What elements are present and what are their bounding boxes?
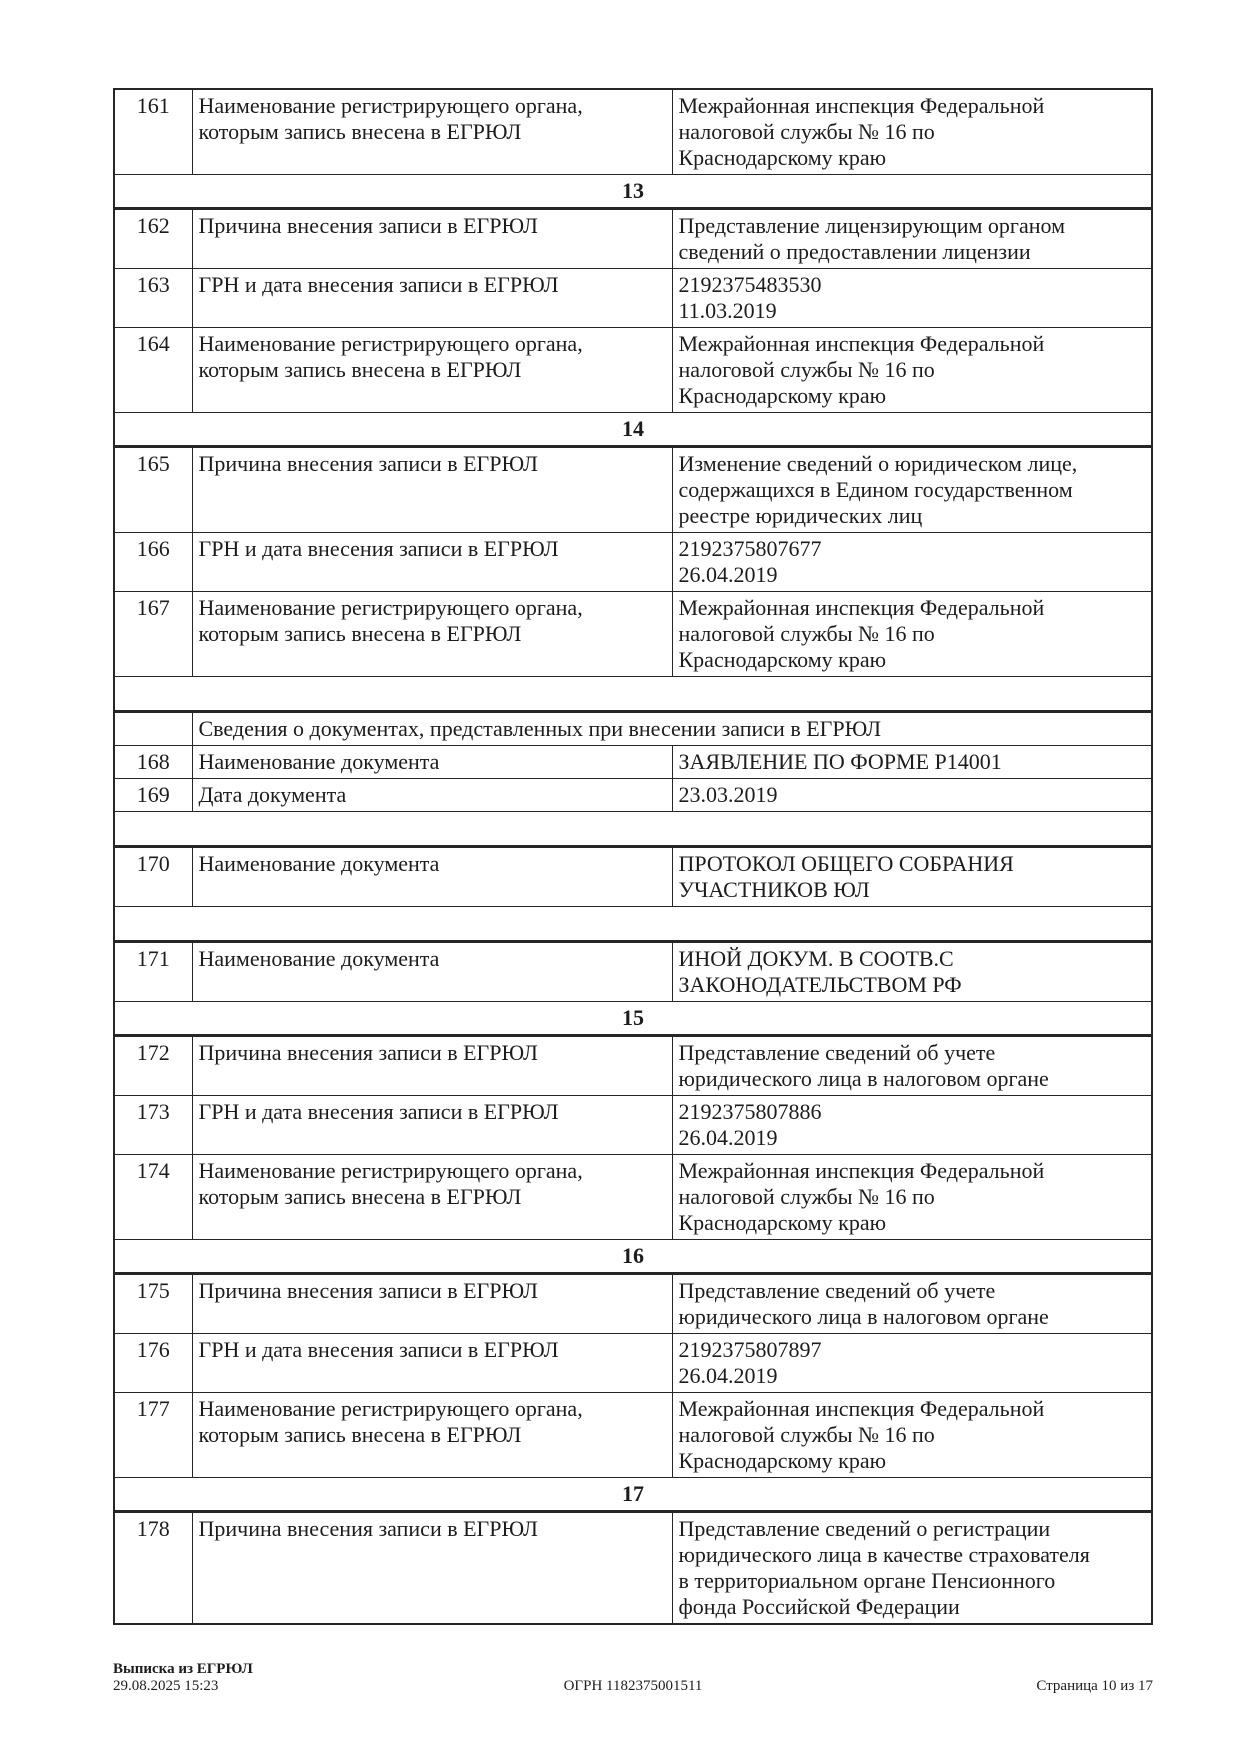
field-value [672,1155,1152,1240]
field-value-line: ИНОЙ ДОКУМ. В СООТВ.С [678,946,954,971]
record-row-171 [114,942,1152,1002]
field-name-line: Наименование документа [198,851,440,876]
record-number: 167 [114,592,192,677]
spacer-cell [114,907,1152,942]
field-value [672,592,1152,677]
field-value-line: Представление сведений о регистрации [678,1516,1051,1541]
record-row-164 [114,328,1152,413]
footer-datetime: 29.08.2025 15:23 [113,1678,219,1694]
field-value-line: 26.04.2019 [678,1125,778,1150]
field-name [192,1512,672,1625]
record-number: 177 [114,1393,192,1478]
footer-ogrn: ОГРН 1182375001511 [563,1678,703,1694]
field-name-line: которым запись внесена в ЕГРЮЛ [198,119,522,144]
record-row-173 [114,1096,1152,1155]
record-row-162 [114,209,1152,269]
field-value [672,746,1152,779]
field-value-line: 2192375807897 [678,1337,822,1362]
field-name-line: ГРН и дата внесения записи в ЕГРЮЛ [198,536,559,561]
field-value-line: Межрайонная инспекция Федеральной [678,1396,1045,1421]
field-name [192,209,672,269]
record-number: 165 [114,447,192,533]
record-row-163 [114,269,1152,328]
field-value-line: юридического лица в налоговом органе [678,1304,1049,1329]
spacer-cell [114,812,1152,847]
record-row-172 [114,1036,1152,1096]
record-row-174 [114,1155,1152,1240]
field-value [672,1274,1152,1334]
field-value-line: Представление лицензирующим органом [678,213,1065,238]
record-number: 178 [114,1512,192,1625]
field-name-line: Причина внесения записи в ЕГРЮЛ [198,1278,538,1303]
field-name-line: Дата документа [198,782,347,807]
field-name-line: которым запись внесена в ЕГРЮЛ [198,357,522,382]
field-name [192,847,672,907]
field-value-line: Представление сведений об учете [678,1040,996,1065]
section-number-row [114,175,1152,209]
field-value-line: 11.03.2019 [678,298,777,323]
field-value-line: Краснодарскому краю [678,1448,887,1473]
record-row-170 [114,847,1152,907]
field-value [672,1036,1152,1096]
field-value-line: Краснодарскому краю [678,1210,887,1235]
record-row-176 [114,1334,1152,1393]
field-value [672,779,1152,812]
record-number: 162 [114,209,192,269]
field-name [192,89,672,175]
field-name [192,447,672,533]
field-value [672,269,1152,328]
record-row-168 [114,746,1152,779]
field-name-line: Причина внесения записи в ЕГРЮЛ [198,1040,538,1065]
section-number: 16 [114,1240,1152,1274]
record-number: 164 [114,328,192,413]
field-value-line: Представление сведений об учете [678,1278,996,1303]
field-value-line: Краснодарскому краю [678,145,887,170]
field-name-line: которым запись внесена в ЕГРЮЛ [198,621,522,646]
record-row-178 [114,1512,1152,1625]
field-name [192,1334,672,1393]
field-name [192,1096,672,1155]
field-name-line: ГРН и дата внесения записи в ЕГРЮЛ [198,1099,559,1124]
field-value-line: Межрайонная инспекция Федеральной [678,595,1045,620]
field-value [672,447,1152,533]
field-name-line: Наименование регистрирующего органа, [198,331,583,356]
record-number: 168 [114,746,192,779]
record-row-166 [114,533,1152,592]
field-value [672,89,1152,175]
field-value-line: ПРОТОКОЛ ОБЩЕГО СОБРАНИЯ [678,851,1014,876]
field-value-line: налоговой службы № 16 по [678,1422,935,1447]
record-row-169 [114,779,1152,812]
field-value-line: 2192375483530 [678,272,822,297]
spacer-row [114,677,1152,712]
field-value-line: фонда Российской Федерации [678,1594,960,1619]
field-value-line: ЗАКОНОДАТЕЛЬСТВОМ РФ [678,972,962,997]
section-number: 15 [114,1002,1152,1036]
field-value-line: УЧАСТНИКОВ ЮЛ [678,877,870,902]
field-value [672,847,1152,907]
field-name [192,779,672,812]
field-name-line: Причина внесения записи в ЕГРЮЛ [198,1516,538,1541]
field-name-line: Наименование документа [198,946,440,971]
field-value-line: Межрайонная инспекция Федеральной [678,331,1045,356]
field-value-line: налоговой службы № 16 по [678,357,935,382]
record-number: 166 [114,533,192,592]
field-name-line: Наименование регистрирующего органа, [198,1396,583,1421]
field-value-line: Межрайонная инспекция Федеральной [678,1158,1045,1183]
field-name-line: которым запись внесена в ЕГРЮЛ [198,1184,522,1209]
record-row-167 [114,592,1152,677]
field-name [192,746,672,779]
section-number: 17 [114,1478,1152,1512]
field-value-line: сведений о предоставлении лицензии [678,239,1031,264]
field-value-line: Краснодарскому краю [678,383,887,408]
record-number: 169 [114,779,192,812]
field-value-line: 23.03.2019 [678,782,778,807]
field-name-line: Причина внесения записи в ЕГРЮЛ [198,451,538,476]
record-number: 171 [114,942,192,1002]
field-value [672,209,1152,269]
spacer-row [114,907,1152,942]
record-number: 173 [114,1096,192,1155]
field-value [672,533,1152,592]
field-name-line: Наименование документа [198,749,440,774]
documents-section-header: Сведения о документах, представленных при внесении записи в ЕГРЮЛ [192,712,1152,746]
section-number-row [114,413,1152,447]
field-name-line: Наименование регистрирующего органа, [198,93,583,118]
field-name-line: ГРН и дата внесения записи в ЕГРЮЛ [198,1337,559,1362]
record-number: 170 [114,847,192,907]
record-number: 161 [114,89,192,175]
field-value-line: ЗАЯВЛЕНИЕ ПО ФОРМЕ Р14001 [678,749,1002,774]
field-value-line: 2192375807677 [678,536,822,561]
field-name [192,328,672,413]
field-value [672,1096,1152,1155]
field-value [672,1512,1152,1625]
field-value-line: Изменение сведений о юридическом лице, [678,451,1078,476]
field-name-line: Наименование регистрирующего органа, [198,595,583,620]
field-name [192,1155,672,1240]
footer-info-row [113,1678,1153,1694]
footer-page-indicator: Страница 10 из 17 [1036,1678,1154,1694]
field-value-line: юридического лица в качестве страхователя [678,1542,1090,1567]
field-value-line: реестре юридических лиц [678,503,923,528]
record-number-empty [114,712,192,746]
field-name [192,533,672,592]
footer-doc-title: Выписка из ЕГРЮЛ [113,1661,253,1677]
spacer-row [114,812,1152,847]
field-value-line: в территориальном органе Пенсионного [678,1568,1056,1593]
section-number-row [114,1478,1152,1512]
field-name-line: которым запись внесена в ЕГРЮЛ [198,1422,522,1447]
field-value-line: Краснодарскому краю [678,647,887,672]
field-value-line: Межрайонная инспекция Федеральной [678,93,1045,118]
field-value-line: 2192375807886 [678,1099,822,1124]
field-name [192,592,672,677]
record-number: 174 [114,1155,192,1240]
field-value-line: налоговой службы № 16 по [678,119,935,144]
field-name-line: Причина внесения записи в ЕГРЮЛ [198,213,538,238]
field-name [192,1036,672,1096]
egrul-records-table-body [114,89,1152,1624]
field-value-line: содержащихся в Едином государственном [678,477,1073,502]
record-number: 163 [114,269,192,328]
spacer-cell [114,677,1152,712]
record-number: 176 [114,1334,192,1393]
field-value-line: налоговой службы № 16 по [678,621,935,646]
section-number: 14 [114,413,1152,447]
record-row-177 [114,1393,1152,1478]
field-name [192,942,672,1002]
section-number: 13 [114,175,1152,209]
page-footer [113,1661,1153,1694]
field-value-line: 26.04.2019 [678,1363,778,1388]
section-number-row [114,1240,1152,1274]
egrul-records-table [113,88,1153,1625]
field-value [672,942,1152,1002]
record-row-175 [114,1274,1152,1334]
field-value [672,1334,1152,1393]
record-number: 175 [114,1274,192,1334]
field-value [672,328,1152,413]
field-name [192,1393,672,1478]
section-number-row [114,1002,1152,1036]
field-value-line: юридического лица в налоговом органе [678,1066,1049,1091]
field-name-line: Наименование регистрирующего органа, [198,1158,583,1183]
documents-section-header-row [114,712,1152,746]
field-value-line: 26.04.2019 [678,562,778,587]
field-name [192,1274,672,1334]
record-row-161 [114,89,1152,175]
record-row-165 [114,447,1152,533]
record-number: 172 [114,1036,192,1096]
field-value [672,1393,1152,1478]
field-value-line: налоговой службы № 16 по [678,1184,935,1209]
field-name [192,269,672,328]
field-name-line: ГРН и дата внесения записи в ЕГРЮЛ [198,272,559,297]
